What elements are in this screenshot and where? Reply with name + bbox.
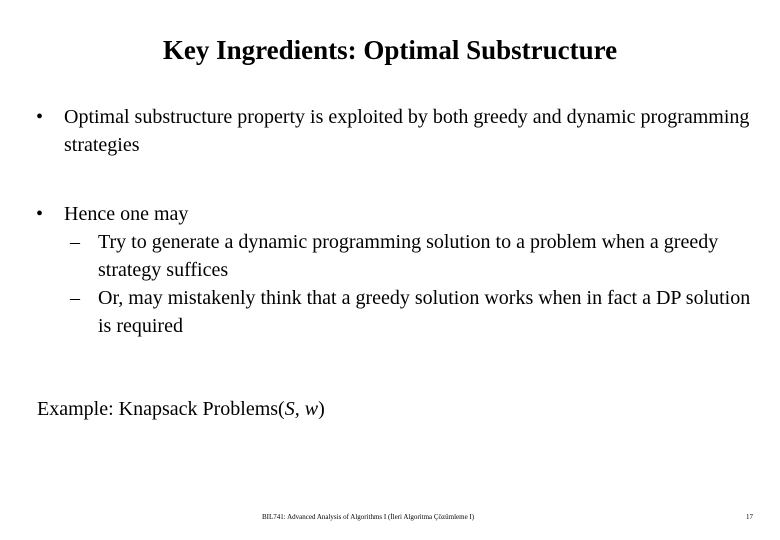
bullet-text: Optimal substructure property is exploited by both greedy and dynamic programming strategies: [64, 106, 750, 156]
example-prefix: Example: Knapsack Problems(: [37, 398, 285, 420]
sub-bullet-text: Try to generate a dynamic programming solution to a problem when a greedy strategy suffices: [98, 231, 719, 281]
sub-bullet-text: Or, may mistakenly think that a greedy solution works when in fact a DP solution is required: [98, 287, 751, 337]
page-number: 17: [746, 513, 753, 521]
bullet-item-2: [36, 200, 766, 340]
slide-title: Key Ingredients: Optimal Substructure: [162, 35, 618, 65]
sub-bullet-item-2: [70, 284, 766, 340]
sub-bullet-marker: –: [70, 231, 80, 253]
example-args: S, w: [284, 398, 319, 420]
sub-bullet-item-1: [70, 228, 766, 284]
footer-course-text: BIL741: Advanced Analysis of Algorithms I (İleri Algoritma Çözümleme I): [262, 513, 475, 521]
example-suffix: ): [318, 398, 325, 420]
bullet-text: Hence one may: [64, 203, 189, 225]
sub-bullet-marker: –: [70, 287, 80, 309]
bullet-marker: •: [36, 203, 44, 225]
example-line: [37, 395, 325, 423]
bullet-item-1: [36, 103, 766, 159]
bullet-marker: •: [36, 106, 44, 128]
